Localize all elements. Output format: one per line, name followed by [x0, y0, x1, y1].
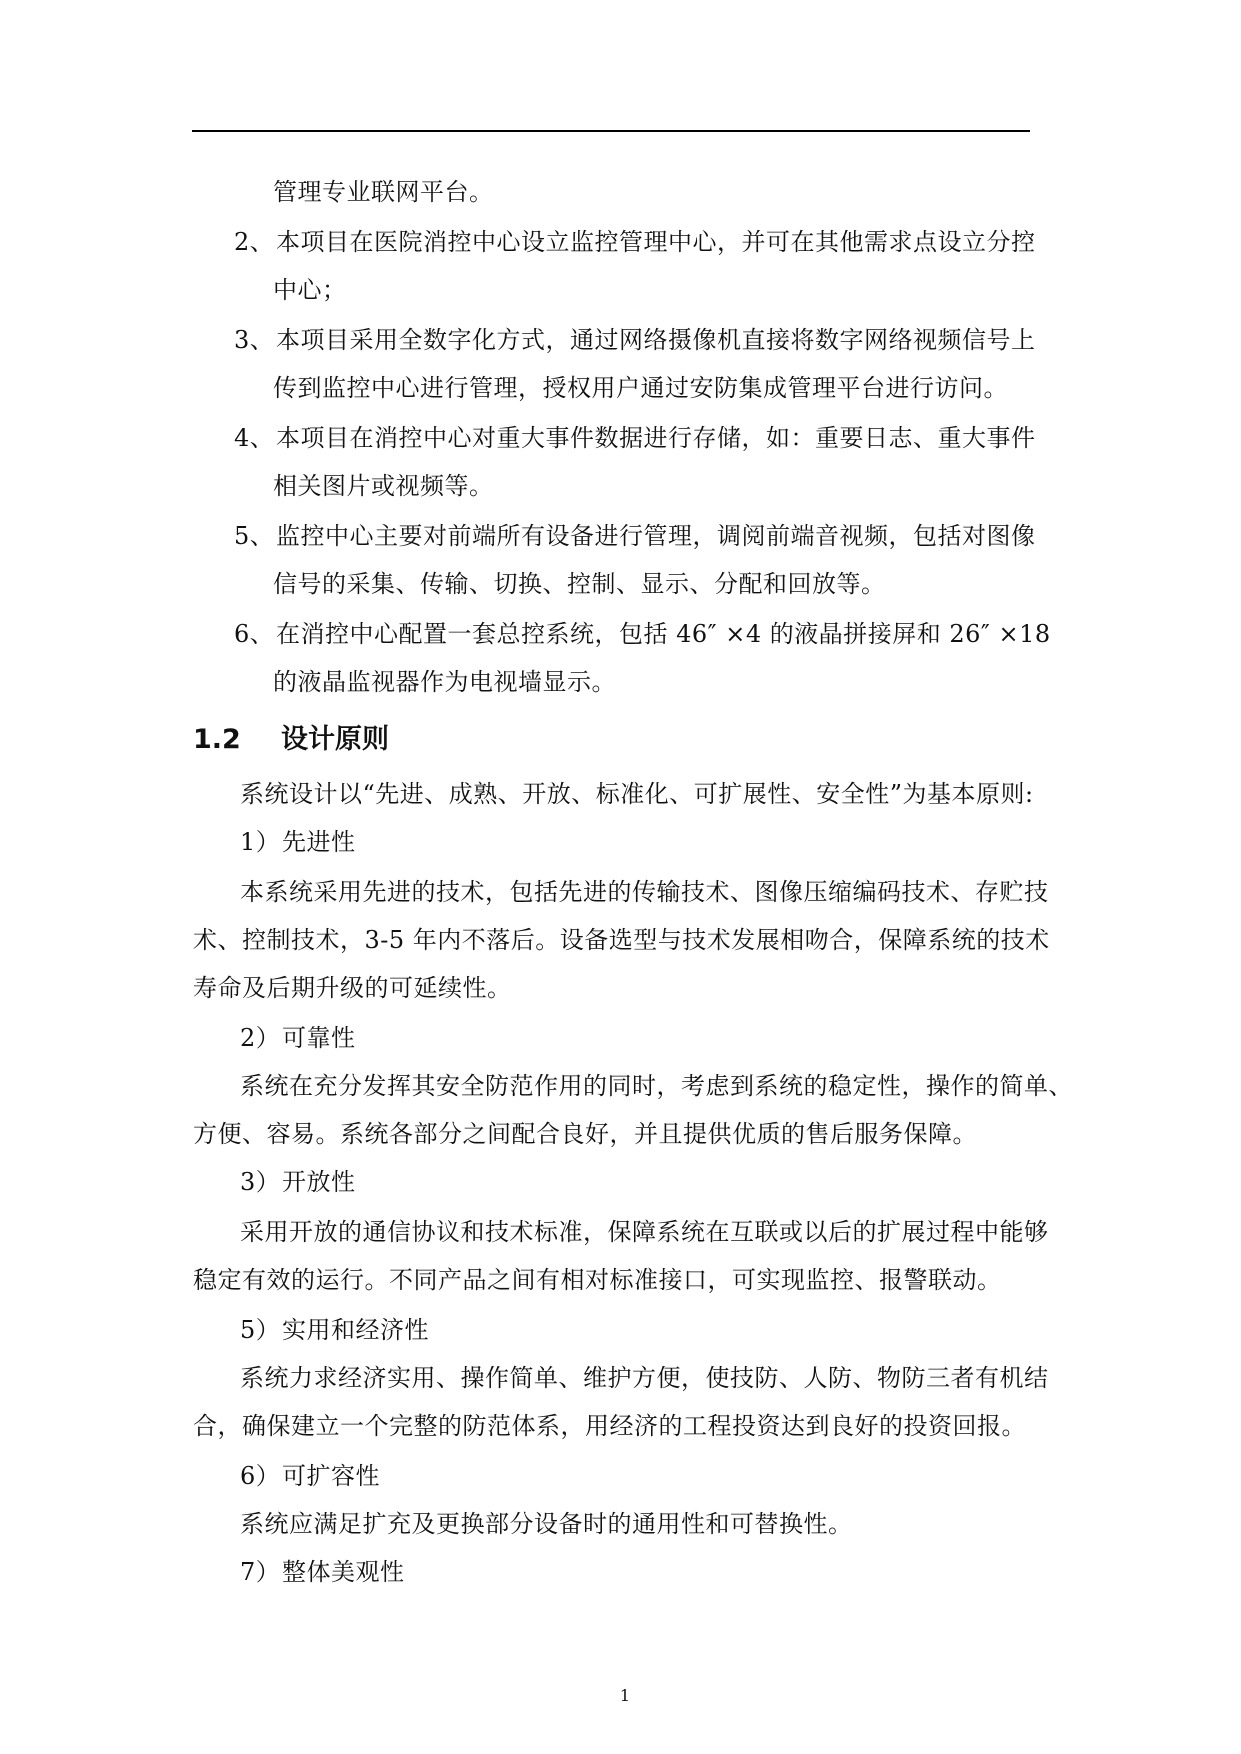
principle-title: 可靠性	[282, 1024, 356, 1052]
list-text: 监控中心主要对前端所有设备进行管理，调阅前端音视频，包括对图像	[276, 522, 1036, 550]
list-number: 4、	[234, 424, 275, 452]
paragraph-line: 稳定有效的运行。不同产品之间有相对标准接口，可实现监控、报警联动。	[193, 1266, 1002, 1294]
list-number: 2、	[234, 228, 275, 256]
header-rule	[192, 130, 1030, 132]
principle-title: 可扩容性	[282, 1462, 380, 1490]
principle-number: 5）	[240, 1316, 281, 1344]
principle-number: 6）	[240, 1462, 281, 1490]
principle-number: 1）	[240, 828, 281, 856]
principle-heading-3	[240, 1166, 356, 1198]
principle-number: 7）	[240, 1558, 281, 1586]
principle-heading-1	[240, 826, 356, 858]
principle-heading-5	[240, 1314, 429, 1346]
paragraph-line: 合，确保建立一个完整的防范体系，用经济的工程投资达到良好的投资回报。	[193, 1412, 1026, 1440]
section-title: 设计原则	[281, 724, 389, 755]
paragraph-line: 本系统采用先进的技术，包括先进的传输技术、图像压缩编码技术、存贮技	[240, 878, 1049, 906]
principle-number: 2）	[240, 1024, 281, 1052]
principle-title: 先进性	[282, 828, 356, 856]
list-text-continuation: 传到监控中心进行管理，授权用户通过安防集成管理平台进行访问。	[273, 374, 1008, 402]
list-number: 3、	[234, 326, 275, 354]
paragraph-line: 采用开放的通信协议和技术标准，保障系统在互联或以后的扩展过程中能够	[240, 1218, 1049, 1246]
principle-heading-7	[240, 1556, 405, 1588]
principle-heading-2	[240, 1022, 356, 1054]
paragraph-line: 系统应满足扩充及更换部分设备时的通用性和可替换性。	[240, 1510, 853, 1538]
paragraph-line: 系统在充分发挥其安全防范作用的同时，考虑到系统的稳定性，操作的简单、	[240, 1072, 1073, 1100]
list-item-continuation-line: 管理专业联网平台。	[273, 178, 494, 206]
list-text: 本项目在消控中心对重大事件数据进行存储，如：重要日志、重大事件	[276, 424, 1036, 452]
list-item-3	[234, 324, 1036, 356]
list-item-2	[234, 226, 1036, 258]
page-number: 1	[619, 1686, 631, 1705]
list-item-4	[234, 422, 1036, 454]
principle-title: 整体美观性	[282, 1558, 405, 1586]
list-text-continuation: 信号的采集、传输、切换、控制、显示、分配和回放等。	[273, 570, 886, 598]
list-text-continuation: 的液晶监视器作为电视墙显示。	[273, 668, 616, 696]
paragraph-line: 寿命及后期升级的可延续性。	[193, 974, 512, 1002]
principle-title: 开放性	[282, 1168, 356, 1196]
list-text: 在消控中心配置一套总控系统，包括 46″ ×4 的液晶拼接屏和 26″ ×18	[276, 620, 1051, 648]
section-number: 1.2	[193, 724, 241, 755]
paragraph-line: 术、控制技术，3-5 年内不落后。设备选型与技术发展相吻合，保障系统的技术	[193, 926, 1050, 954]
list-text-continuation: 相关图片或视频等。	[273, 472, 494, 500]
list-text: 本项目在医院消控中心设立监控管理中心，并可在其他需求点设立分控	[276, 228, 1036, 256]
principle-number: 3）	[240, 1168, 281, 1196]
list-number: 5、	[234, 522, 275, 550]
principle-heading-6	[240, 1460, 380, 1492]
list-item-6	[234, 618, 1051, 650]
list-text-continuation: 中心；	[273, 276, 347, 304]
section-heading	[193, 722, 389, 758]
intro-paragraph: 系统设计以“先进、成熟、开放、标准化、可扩展性、安全性”为基本原则:	[240, 780, 1034, 808]
list-item-5	[234, 520, 1036, 552]
list-text: 本项目采用全数字化方式，通过网络摄像机直接将数字网络视频信号上	[276, 326, 1036, 354]
paragraph-line: 方便、容易。系统各部分之间配合良好，并且提供优质的售后服务保障。	[193, 1120, 977, 1148]
paragraph-line: 系统力求经济实用、操作简单、维护方便，使技防、人防、物防三者有机结	[240, 1364, 1049, 1392]
list-number: 6、	[234, 620, 275, 648]
principle-title: 实用和经济性	[282, 1316, 429, 1344]
